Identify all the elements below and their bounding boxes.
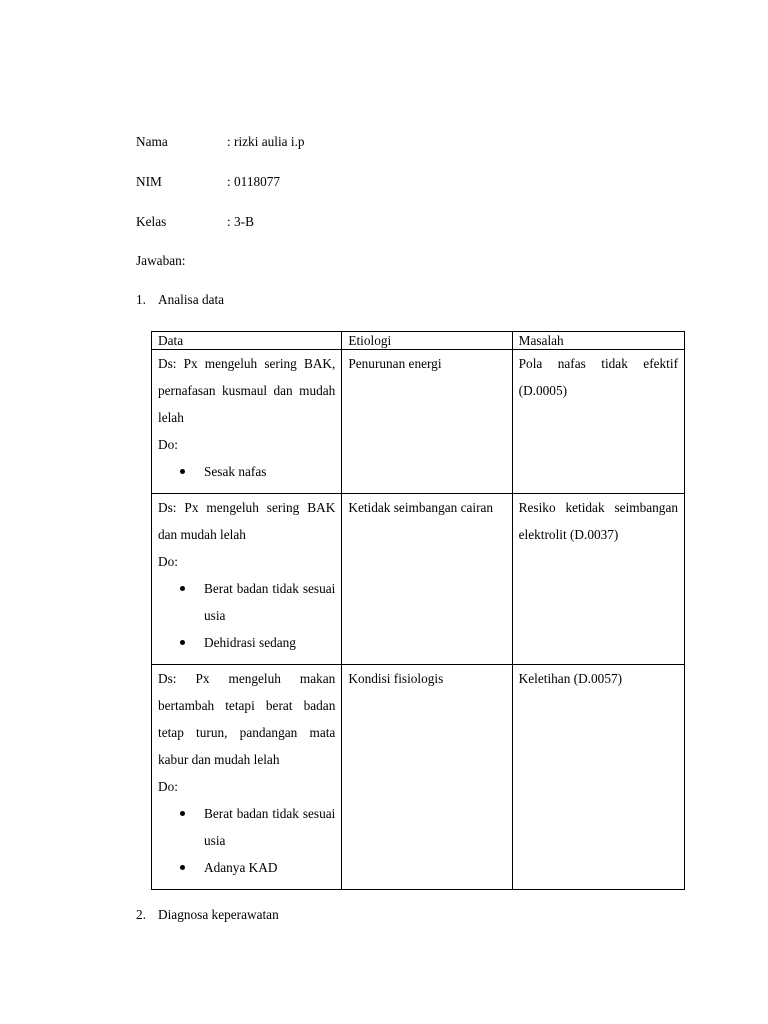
subjective-data: Ds: Px mengeluh makan bertambah tetapi berat badan tetap turun, pandangan mata kabur dan mudah lelah <box>158 671 336 767</box>
header-masalah: Masalah <box>512 332 684 350</box>
objective-list <box>158 458 335 485</box>
jawaban-heading: Jawaban: <box>136 253 186 268</box>
nim-value: : 0118077 <box>227 174 281 189</box>
masalah-text: Pola nafas tidak efektif (D.0005) <box>518 356 678 398</box>
objective-item-text: Dehidrasi sedang <box>204 635 296 650</box>
kelas-value: : 3-B <box>227 214 254 229</box>
section-diagnosa-keperawatan <box>136 905 279 925</box>
etiologi-text: Kondisi fisiologis <box>348 671 444 686</box>
subjective-data: Ds: Px mengeluh sering BAK, pernafasan kusmaul dan mudah lelah <box>158 356 336 425</box>
section-number: 1. <box>136 292 146 307</box>
nim-label: NIM <box>136 174 162 189</box>
subjective-data: Ds: Px mengeluh sering BAK dan mudah lelah <box>158 500 336 542</box>
section-number: 2. <box>136 907 146 922</box>
masalah-text: Resiko ketidak seimbangan elektrolit (D.0037) <box>518 500 678 542</box>
kelas-label: Kelas <box>136 214 167 229</box>
masalah-cell <box>512 350 684 494</box>
table-row <box>152 494 685 665</box>
objective-list <box>158 575 335 656</box>
field-nim <box>136 172 280 192</box>
bullet-icon <box>180 865 185 870</box>
section-analisa-data <box>136 290 224 310</box>
table-row <box>152 665 685 890</box>
field-nama <box>136 132 305 152</box>
data-cell <box>152 665 342 890</box>
header-data: Data <box>152 332 342 350</box>
analysis-table <box>151 331 685 890</box>
objective-label: Do: <box>158 779 178 794</box>
objective-item-text: Berat badan tidak sesuai usia <box>204 806 336 848</box>
masalah-text: Keletihan (D.0057) <box>518 671 623 686</box>
objective-item <box>158 854 335 881</box>
section-title: Analisa data <box>158 292 225 307</box>
objective-item <box>158 458 335 485</box>
data-cell <box>152 350 342 494</box>
etiologi-cell <box>342 665 512 890</box>
data-cell <box>152 494 342 665</box>
objective-item <box>158 800 335 854</box>
masalah-cell <box>512 494 684 665</box>
objective-item-text: Sesak nafas <box>204 464 267 479</box>
table-row <box>152 350 685 494</box>
field-kelas <box>136 212 254 232</box>
objective-list <box>158 800 335 881</box>
bullet-icon <box>180 586 185 591</box>
etiologi-cell <box>342 350 512 494</box>
nama-label: Nama <box>136 134 168 149</box>
objective-item-text: Adanya KAD <box>204 860 278 875</box>
bullet-icon <box>180 469 185 474</box>
bullet-icon <box>180 811 185 816</box>
objective-label: Do: <box>158 554 178 569</box>
etiologi-cell <box>342 494 512 665</box>
header-etiologi: Etiologi <box>342 332 512 350</box>
masalah-cell <box>512 665 684 890</box>
etiologi-text: Penurunan energi <box>348 356 442 371</box>
section-title: Diagnosa keperawatan <box>158 907 279 922</box>
etiologi-text: Ketidak seimbangan cairan <box>348 500 494 515</box>
objective-item-text: Berat badan tidak sesuai usia <box>204 581 336 623</box>
objective-item <box>158 575 335 629</box>
bullet-icon <box>180 640 185 645</box>
objective-label: Do: <box>158 437 178 452</box>
table-header-row <box>152 332 685 350</box>
objective-item <box>158 629 335 656</box>
nama-value: : rizki aulia i.p <box>227 134 305 149</box>
